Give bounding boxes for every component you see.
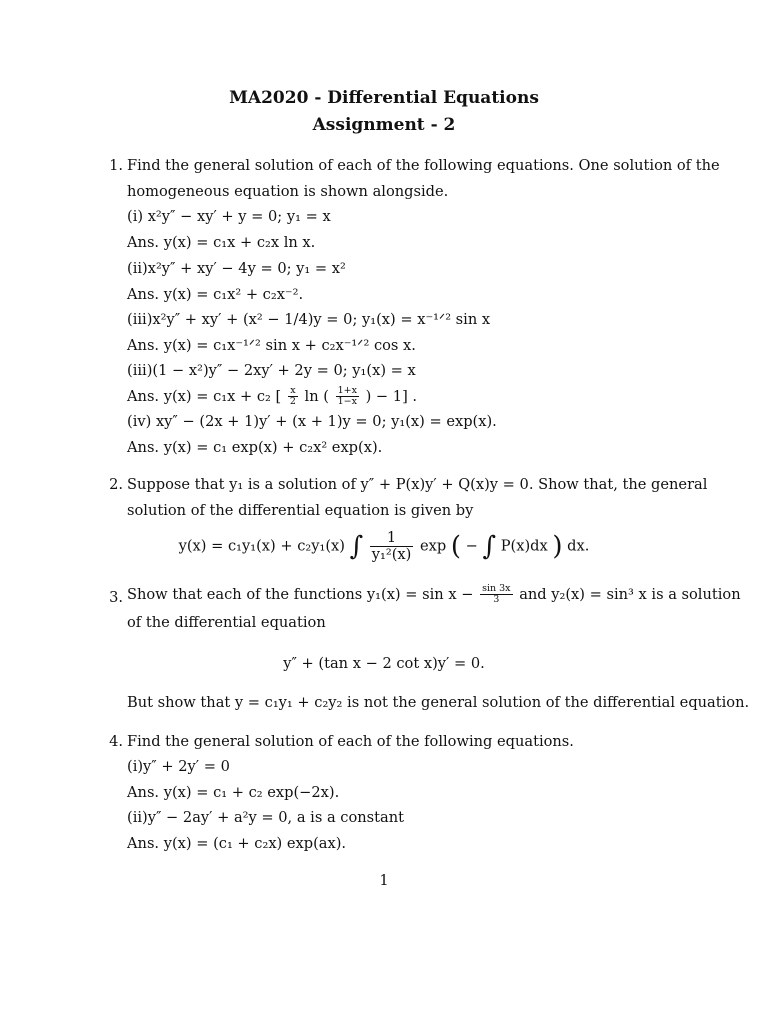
document-subtitle: Assignment - 2 [312, 115, 456, 135]
fraction [480, 584, 512, 606]
fraction-denominator: 3 [493, 594, 500, 606]
paren-close: ) [552, 531, 563, 562]
question-number: 2. [109, 476, 123, 493]
equation: (ii)y″ − 2ay′ + a²y = 0, a is a constant [127, 809, 404, 826]
integral-symbol: ∫ [482, 531, 497, 562]
fraction [288, 386, 298, 408]
fraction-numerator: 1 [370, 530, 414, 547]
formula-text: P(x)dx [500, 537, 548, 555]
equation: (iv) xy″ − (2x + 1)y′ + (x + 1)y = 0; y₁(x) = exp(x). [127, 413, 497, 430]
integral-symbol: ∫ [349, 531, 364, 562]
question-text: of the differential equation [127, 614, 326, 631]
equation: (iii)x²y″ + xy′ + (x² − 1/4)y = 0; y₁(x) = x⁻¹ᐟ² sin x [127, 311, 491, 328]
fraction-denominator: y₁²(x) [371, 546, 412, 564]
equation: (iii)(1 − x²)y″ − 2xy′ + 2y = 0; y₁(x) = x [127, 362, 416, 379]
formula-text: exp [420, 537, 451, 555]
answer-text: ) − 1] . [365, 387, 418, 405]
answer: Ans. y(x) = c₁x⁻¹ᐟ² sin x + c₂x⁻¹ᐟ² cos x. [127, 337, 416, 354]
answer: Ans. y(x) = c₁ exp(x) + c₂x² exp(x). [127, 439, 383, 456]
question-text: Suppose that y₁ is a solution of y″ + P(x)y′ + Q(x)y = 0. Show that, the general [127, 476, 708, 493]
answer: Ans. y(x) = c₁x + c₂x ln x. [127, 234, 316, 251]
display-formula [0, 530, 768, 563]
question-text: homogeneous equation is shown alongside. [127, 183, 449, 200]
question-text-part: and y₂(x) = sin³ x is a solution [519, 585, 741, 603]
paren-open: ( [450, 531, 462, 562]
display-formula: y″ + (tan x − 2 cot x)y′ = 0. [283, 655, 485, 672]
fraction [336, 386, 359, 408]
question-text: Find the general solution of each of the following equations. One solution of the [127, 157, 720, 174]
question-number: 4. [109, 733, 123, 750]
fraction-numerator: sin 3x [482, 583, 511, 594]
equation: (ii)x²y″ + xy′ − 4y = 0; y₁ = x² [127, 260, 346, 277]
formula-text: dx. [567, 537, 590, 555]
fraction-numerator: x [288, 386, 298, 397]
answer-text: ln ( [304, 387, 329, 405]
question-text: Find the general solution of each of the following equations. [127, 733, 574, 750]
answer: Ans. y(x) = (c₁ + c₂x) exp(ax). [127, 835, 347, 852]
answer [127, 386, 417, 408]
formula-text: − [465, 537, 483, 555]
question-text [127, 584, 741, 606]
equation: (i) x²y″ − xy′ + y = 0; y₁ = x [127, 208, 331, 225]
document-title: MA2020 - Differential Equations [229, 88, 539, 108]
fraction-denominator: 2 [289, 396, 296, 408]
formula-text: y(x) = c₁y₁(x) + c₂y₁(x) [178, 537, 345, 555]
fraction-denominator: 1−x [337, 396, 357, 408]
fraction [370, 530, 414, 563]
page-number: 1 [379, 872, 389, 889]
question-text: solution of the differential equation is given by [127, 502, 474, 519]
equation: (i)y″ + 2y′ = 0 [127, 758, 230, 775]
fraction-numerator: 1+x [337, 385, 357, 396]
question-number: 1. [109, 157, 123, 174]
question-number: 3. [109, 589, 123, 606]
question-text-part: Show that each of the functions y₁(x) = sin x − [127, 585, 474, 603]
answer: Ans. y(x) = c₁x² + c₂x⁻². [127, 286, 304, 303]
answer: Ans. y(x) = c₁ + c₂ exp(−2x). [127, 784, 340, 801]
question-text: But show that y = c₁y₁ + c₂y₂ is not the general solution of the differential equation. [127, 694, 750, 711]
answer-text: Ans. y(x) = c₁x + c₂ [ [127, 387, 282, 405]
